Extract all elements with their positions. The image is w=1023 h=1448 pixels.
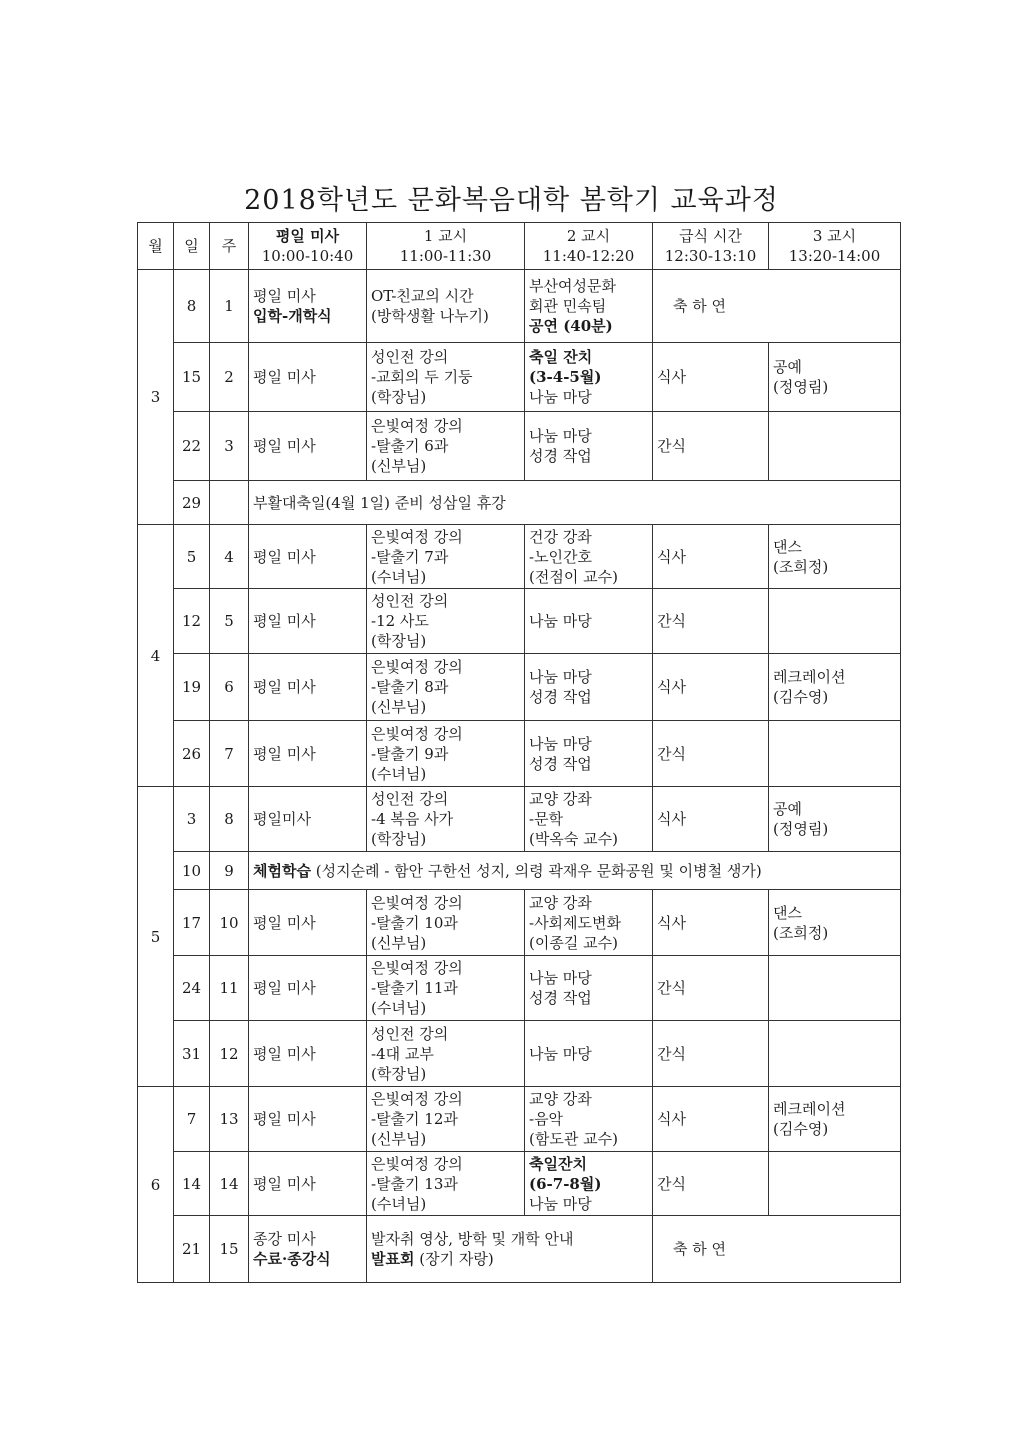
period-2-cell: 나눔 마당 성경 작업 <box>525 412 653 481</box>
period-3-cell <box>769 721 901 787</box>
period-2-cell: 축일잔치 (6-7-8월) 나눔 마당 <box>525 1152 653 1216</box>
period-1-cell: 은빛여정 강의 -탈출기 9과 (수녀님) <box>367 721 525 787</box>
mass-cell: 평일 미사 <box>249 343 367 412</box>
day-cell: 17 <box>174 890 210 956</box>
month-cell: 5 <box>138 787 174 1087</box>
mass-cell: 평일 미사 <box>249 1087 367 1152</box>
mass-cell: 평일 미사 <box>249 525 367 589</box>
header-mass: 평일 미사 10:00-10:40 <box>249 223 367 270</box>
table-row <box>138 1152 901 1216</box>
period-2-cell: 교양 강좌 -문학 (박옥숙 교수) <box>525 787 653 852</box>
day-cell: 3 <box>174 787 210 852</box>
mass-cell: 평일미사 <box>249 787 367 852</box>
period-2-cell: 축일 잔치 (3-4-5월) 나눔 마당 <box>525 343 653 412</box>
mass-cell: 평일 미사 입학-개학식 <box>249 270 367 343</box>
meal-cell: 식사 <box>653 525 769 589</box>
day-cell: 15 <box>174 343 210 412</box>
meal-cell: 간식 <box>653 721 769 787</box>
week-cell: 12 <box>210 1021 249 1087</box>
table-row <box>138 721 901 787</box>
table-row <box>138 589 901 654</box>
period-2-cell: 나눔 마당 성경 작업 <box>525 721 653 787</box>
period-3-cell <box>769 1152 901 1216</box>
header-period-3: 3 교시 13:20-14:00 <box>769 223 901 270</box>
period-3-cell: 레크레이션 (김수영) <box>769 1087 901 1152</box>
week-cell: 3 <box>210 412 249 481</box>
week-cell: 8 <box>210 787 249 852</box>
period-2-cell: 교양 강좌 -음악 (함도관 교수) <box>525 1087 653 1152</box>
meal-cell: 간식 <box>653 956 769 1021</box>
mass-cell: 평일 미사 <box>249 956 367 1021</box>
week-cell: 10 <box>210 890 249 956</box>
day-cell: 12 <box>174 589 210 654</box>
meal-cell: 간식 <box>653 589 769 654</box>
day-cell: 21 <box>174 1216 210 1283</box>
period-1-cell: 성인전 강의 -4대 교부 (학장님) <box>367 1021 525 1087</box>
period-2-cell: 교양 강좌 -사회제도변화 (이종길 교수) <box>525 890 653 956</box>
period-2-cell: 부산여성문화 회관 민속팀 공연 (40분) <box>525 270 653 343</box>
period-1-cell: 은빛여정 강의 -탈출기 10과 (신부님) <box>367 890 525 956</box>
table-row <box>138 890 901 956</box>
table-row <box>138 270 901 343</box>
mass-cell: 평일 미사 <box>249 721 367 787</box>
period-2-cell: 나눔 마당 <box>525 1021 653 1087</box>
period-1-cell: 은빛여정 강의 -탈출기 11과 (수녀님) <box>367 956 525 1021</box>
closing-program-cell: 발자취 영상, 방학 및 개학 안내 발표회 (장기 자랑) <box>367 1216 653 1283</box>
meal-cell: 식사 <box>653 343 769 412</box>
period-2-cell: 나눔 마당 성경 작업 <box>525 654 653 721</box>
day-cell: 26 <box>174 721 210 787</box>
meal-cell: 식사 <box>653 654 769 721</box>
meal-cell: 간식 <box>653 1152 769 1216</box>
table-row <box>138 654 901 721</box>
header-month: 월 <box>138 223 174 270</box>
period-2-cell: 나눔 마당 성경 작업 <box>525 956 653 1021</box>
mass-cell: 평일 미사 <box>249 1021 367 1087</box>
page-title: 2018학년도 문화복음대학 봄학기 교육과정 <box>244 185 779 216</box>
header-period-2: 2 교시 11:40-12:20 <box>525 223 653 270</box>
table-row <box>138 481 901 525</box>
mass-cell: 평일 미사 <box>249 1152 367 1216</box>
period-2-cell: 나눔 마당 <box>525 589 653 654</box>
table-row <box>138 1021 901 1087</box>
period-3-cell: 공예 (정영림) <box>769 343 901 412</box>
period-1-cell: 은빛여정 강의 -탈출기 12과 (신부님) <box>367 1087 525 1152</box>
header-meal: 급식 시간 12:30-13:10 <box>653 223 769 270</box>
week-cell: 14 <box>210 1152 249 1216</box>
table-row <box>138 412 901 481</box>
field-trip-note: 체험학습 (성지순례 - 함안 구한선 성지, 의령 곽재우 문화공원 및 이병철 생가) <box>249 852 901 890</box>
table-row <box>138 1216 901 1283</box>
mass-cell: 종강 미사 수료·종강식 <box>249 1216 367 1283</box>
meal-cell: 식사 <box>653 1087 769 1152</box>
period-3-cell <box>769 412 901 481</box>
week-cell <box>210 481 249 525</box>
day-cell: 24 <box>174 956 210 1021</box>
day-cell: 10 <box>174 852 210 890</box>
meal-cell: 식사 <box>653 787 769 852</box>
period-1-cell: 은빛여정 강의 -탈출기 6과 (신부님) <box>367 412 525 481</box>
period-3-cell: 댄스 (조희정) <box>769 890 901 956</box>
mass-cell: 평일 미사 <box>249 654 367 721</box>
day-cell: 19 <box>174 654 210 721</box>
table-row <box>138 852 901 890</box>
period-3-cell <box>769 589 901 654</box>
day-cell: 29 <box>174 481 210 525</box>
week-cell: 15 <box>210 1216 249 1283</box>
period-3-cell <box>769 1021 901 1087</box>
week-cell: 4 <box>210 525 249 589</box>
period-1-cell: 성인전 강의 -교회의 두 기둥 (학장님) <box>367 343 525 412</box>
header-week: 주 <box>210 223 249 270</box>
period-3-cell: 레크레이션 (김수영) <box>769 654 901 721</box>
period-3-cell: 댄스 (조희정) <box>769 525 901 589</box>
day-cell: 8 <box>174 270 210 343</box>
period-1-cell: 은빛여정 강의 -탈출기 7과 (수녀님) <box>367 525 525 589</box>
period-1-cell: 성인전 강의 -4 복음 사가 (학장님) <box>367 787 525 852</box>
schedule-table <box>137 222 901 1283</box>
week-cell: 6 <box>210 654 249 721</box>
period-1-cell: 은빛여정 강의 -탈출기 8과 (신부님) <box>367 654 525 721</box>
period-3-cell <box>769 956 901 1021</box>
week-cell: 13 <box>210 1087 249 1152</box>
month-cell: 4 <box>138 525 174 787</box>
meal-cell: 간식 <box>653 1021 769 1087</box>
week-cell: 9 <box>210 852 249 890</box>
table-row <box>138 343 901 412</box>
table-row <box>138 787 901 852</box>
table-row <box>138 1087 901 1152</box>
week-cell: 7 <box>210 721 249 787</box>
week-cell: 5 <box>210 589 249 654</box>
mass-cell: 평일 미사 <box>249 412 367 481</box>
header-day: 일 <box>174 223 210 270</box>
week-cell: 2 <box>210 343 249 412</box>
holiday-note: 부활대축일(4월 1일) 준비 성삼일 휴강 <box>249 481 901 525</box>
meal-cell: 간식 <box>653 412 769 481</box>
header-row <box>138 223 901 270</box>
day-cell: 14 <box>174 1152 210 1216</box>
week-cell: 1 <box>210 270 249 343</box>
meal-cell: 식사 <box>653 890 769 956</box>
month-cell: 3 <box>138 270 174 525</box>
period-1-cell: OT-친교의 시간 (방학생활 나누기) <box>367 270 525 343</box>
month-cell: 6 <box>138 1087 174 1283</box>
celebration-cell: 축 하 연 <box>653 270 901 343</box>
day-cell: 5 <box>174 525 210 589</box>
day-cell: 31 <box>174 1021 210 1087</box>
header-period-1: 1 교시 11:00-11:30 <box>367 223 525 270</box>
week-cell: 11 <box>210 956 249 1021</box>
mass-cell: 평일 미사 <box>249 589 367 654</box>
period-1-cell: 은빛여정 강의 -탈출기 13과 (수녀님) <box>367 1152 525 1216</box>
period-3-cell: 공예 (정영림) <box>769 787 901 852</box>
mass-cell: 평일 미사 <box>249 890 367 956</box>
period-1-cell: 성인전 강의 -12 사도 (학장님) <box>367 589 525 654</box>
period-2-cell: 건강 강좌 -노인간호 (전점이 교수) <box>525 525 653 589</box>
day-cell: 22 <box>174 412 210 481</box>
day-cell: 7 <box>174 1087 210 1152</box>
table-row <box>138 525 901 589</box>
celebration-cell: 축 하 연 <box>653 1216 901 1283</box>
table-row <box>138 956 901 1021</box>
